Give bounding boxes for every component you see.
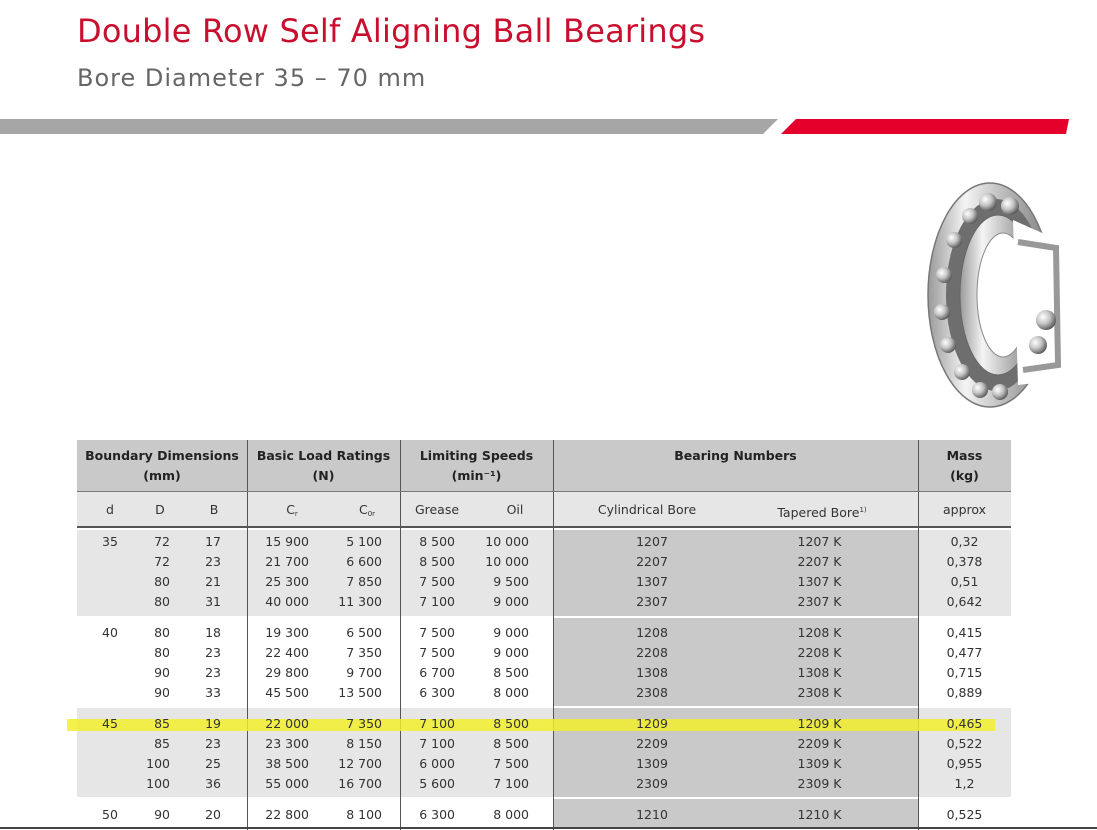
header-boundary: Boundary Dimensions: [85, 448, 239, 463]
cell-grease: 6 300: [419, 807, 455, 822]
cell-cr: 22 800: [265, 807, 309, 822]
cell-oil: 9 000: [493, 625, 529, 640]
col-grease: Grease: [414, 502, 460, 517]
header-speeds-unit: (min⁻¹): [451, 468, 502, 483]
cell-c0r: 16 700: [338, 776, 382, 791]
cell-cr: 45 500: [265, 685, 309, 700]
cell-cyl: 2208: [636, 645, 668, 660]
cell-D: 80: [154, 594, 170, 609]
cell-grease: 7 100: [419, 594, 455, 609]
cell-c0r: 6 500: [346, 625, 382, 640]
cell-cyl: 1208: [636, 625, 668, 640]
cell-tap: 2309 K: [797, 776, 842, 791]
cell-grease: 8 500: [419, 554, 455, 569]
cell-B: 25: [205, 756, 221, 771]
col-approx: approx: [942, 502, 987, 517]
cell-mass: 0,889: [946, 685, 983, 700]
cell-c0r: 12 700: [338, 756, 382, 771]
cell-mass: 0,955: [946, 756, 983, 771]
cell-mass: 0,378: [946, 554, 983, 569]
cell-B: 21: [205, 574, 221, 589]
cell-oil: 10 000: [485, 534, 529, 549]
cell-B: 23: [205, 554, 221, 569]
cell-oil: 9 500: [493, 574, 529, 589]
col-tapered: Tapered Bore$^{1)}$: [777, 505, 867, 521]
header-mass-unit: (kg): [950, 468, 979, 483]
cell-mass: 0,642: [946, 594, 983, 609]
cell-d: 45: [102, 716, 118, 731]
cell-d: 50: [102, 807, 118, 822]
header-boundary-unit: (mm): [143, 468, 181, 483]
cell-B: 19: [205, 716, 221, 731]
cell-d: 40: [102, 625, 118, 640]
cell-tap: 1209 K: [797, 716, 842, 731]
cell-grease: 7 500: [419, 574, 455, 589]
cell-oil: 8 500: [493, 716, 529, 731]
cell-mass: 0,415: [946, 625, 983, 640]
cell-grease: 6 300: [419, 685, 455, 700]
cell-B: 36: [205, 776, 221, 791]
cell-mass: 1,2: [954, 776, 975, 791]
cell-c0r: 9 700: [346, 665, 382, 680]
cell-cr: 19 300: [265, 625, 309, 640]
cell-D: 90: [154, 685, 170, 700]
decorative-red-bar: [781, 119, 1069, 134]
cell-c0r: 5 100: [346, 534, 382, 549]
cell-D: 85: [154, 716, 170, 731]
col-oil: Oil: [506, 502, 524, 517]
cell-c0r: 6 600: [346, 554, 382, 569]
cell-grease: 6 700: [419, 665, 455, 680]
cell-B: 18: [205, 625, 221, 640]
cell-grease: 8 500: [419, 534, 455, 549]
cell-mass: 0,525: [946, 807, 983, 822]
cell-grease: 7 100: [419, 736, 455, 751]
cell-cr: 21 700: [265, 554, 309, 569]
cell-tap: 1309 K: [797, 756, 842, 771]
cell-D: 90: [154, 665, 170, 680]
cell-cyl: 2308: [636, 685, 668, 700]
cell-tap: 1307 K: [797, 574, 842, 589]
cell-cyl: 1210: [636, 807, 668, 822]
cell-cr: 38 500: [265, 756, 309, 771]
page-subtitle: Bore Diameter 35 – 70 mm: [77, 64, 427, 92]
cell-tap: 1208 K: [797, 625, 842, 640]
cell-cr: 29 800: [265, 665, 309, 680]
cell-c0r: 7 350: [346, 645, 382, 660]
col-d: d: [106, 502, 114, 517]
cell-tap: 2209 K: [797, 736, 842, 751]
decorative-gray-bar: [0, 119, 778, 134]
cell-tap: 1207 K: [797, 534, 842, 549]
cell-c0r: 7 350: [346, 716, 382, 731]
cell-B: 17: [205, 534, 221, 549]
cell-D: 90: [154, 807, 170, 822]
cell-B: 20: [205, 807, 221, 822]
header-speeds: Limiting Speeds: [419, 448, 534, 463]
cell-D: 80: [154, 574, 170, 589]
cell-oil: 7 500: [493, 756, 529, 771]
cell-mass: 0,522: [946, 736, 983, 751]
cell-grease: 5 600: [419, 776, 455, 791]
header-numbers: Bearing Numbers: [674, 448, 797, 463]
cell-grease: 6 000: [419, 756, 455, 771]
col-c0r: $C_{0r}$: [358, 502, 376, 518]
cell-oil: 8 500: [493, 736, 529, 751]
cell-tap: 2208 K: [797, 645, 842, 660]
col-cylindrical: Cylindrical Bore: [597, 502, 697, 517]
cell-mass: 0,51: [950, 574, 979, 589]
cell-oil: 7 100: [493, 776, 529, 791]
cell-cr: 55 000: [265, 776, 309, 791]
cell-D: 100: [146, 776, 170, 791]
cell-mass: 0,465: [946, 716, 983, 731]
cell-D: 72: [154, 554, 170, 569]
cell-grease: 7 500: [419, 645, 455, 660]
cell-cr: 25 300: [265, 574, 309, 589]
cell-c0r: 7 850: [346, 574, 382, 589]
cell-mass: 0,715: [946, 665, 983, 680]
header-load-unit: (N): [312, 468, 335, 483]
cell-tap: 2207 K: [797, 554, 842, 569]
cell-B: 33: [205, 685, 221, 700]
bearing-illustration: [918, 180, 1068, 410]
cell-D: 72: [154, 534, 170, 549]
cell-oil: 8 500: [493, 665, 529, 680]
cell-B: 23: [205, 645, 221, 660]
cell-tap: 1308 K: [797, 665, 842, 680]
cell-cyl: 2209: [636, 736, 668, 751]
cell-cyl: 1307: [636, 574, 668, 589]
cell-cr: 40 000: [265, 594, 309, 609]
cell-tap: 2308 K: [797, 685, 842, 700]
cell-cyl: 2307: [636, 594, 668, 609]
cell-B: 31: [205, 594, 221, 609]
cell-d: 35: [102, 534, 118, 549]
cell-cyl: 2309: [636, 776, 668, 791]
cell-D: 80: [154, 645, 170, 660]
col-cr: $C_r$: [286, 502, 298, 518]
cell-D: 80: [154, 625, 170, 640]
cell-cyl: 1209: [636, 716, 668, 731]
col-B: B: [209, 502, 219, 517]
cell-cr: 22 000: [265, 716, 309, 731]
col-D: D: [155, 502, 165, 517]
cell-tap: 2307 K: [797, 594, 842, 609]
cell-cyl: 1309: [636, 756, 668, 771]
cell-D: 85: [154, 736, 170, 751]
cell-tap: 1210 K: [797, 807, 842, 822]
cell-c0r: 8 100: [346, 807, 382, 822]
cell-cyl: 2207: [636, 554, 668, 569]
header-mass: Mass: [946, 448, 983, 463]
cell-cyl: 1207: [636, 534, 668, 549]
cell-c0r: 8 150: [346, 736, 382, 751]
cell-cyl: 1308: [636, 665, 668, 680]
cell-cr: 23 300: [265, 736, 309, 751]
cell-oil: 9 000: [493, 645, 529, 660]
cell-oil: 8 000: [493, 685, 529, 700]
header-load: Basic Load Ratings: [256, 448, 391, 463]
cell-cr: 22 400: [265, 645, 309, 660]
cell-D: 100: [146, 756, 170, 771]
cell-B: 23: [205, 736, 221, 751]
page-bottom-rule: [0, 827, 1097, 829]
page-title: Double Row Self Aligning Ball Bearings: [77, 12, 706, 50]
cell-B: 23: [205, 665, 221, 680]
cell-oil: 9 000: [493, 594, 529, 609]
cell-cr: 15 900: [265, 534, 309, 549]
cell-c0r: 13 500: [338, 685, 382, 700]
cell-grease: 7 500: [419, 625, 455, 640]
cell-oil: 8 000: [493, 807, 529, 822]
cell-mass: 0,477: [946, 645, 983, 660]
cell-mass: 0,32: [950, 534, 979, 549]
cell-c0r: 11 300: [338, 594, 382, 609]
cell-oil: 10 000: [485, 554, 529, 569]
cell-grease: 7 100: [419, 716, 455, 731]
